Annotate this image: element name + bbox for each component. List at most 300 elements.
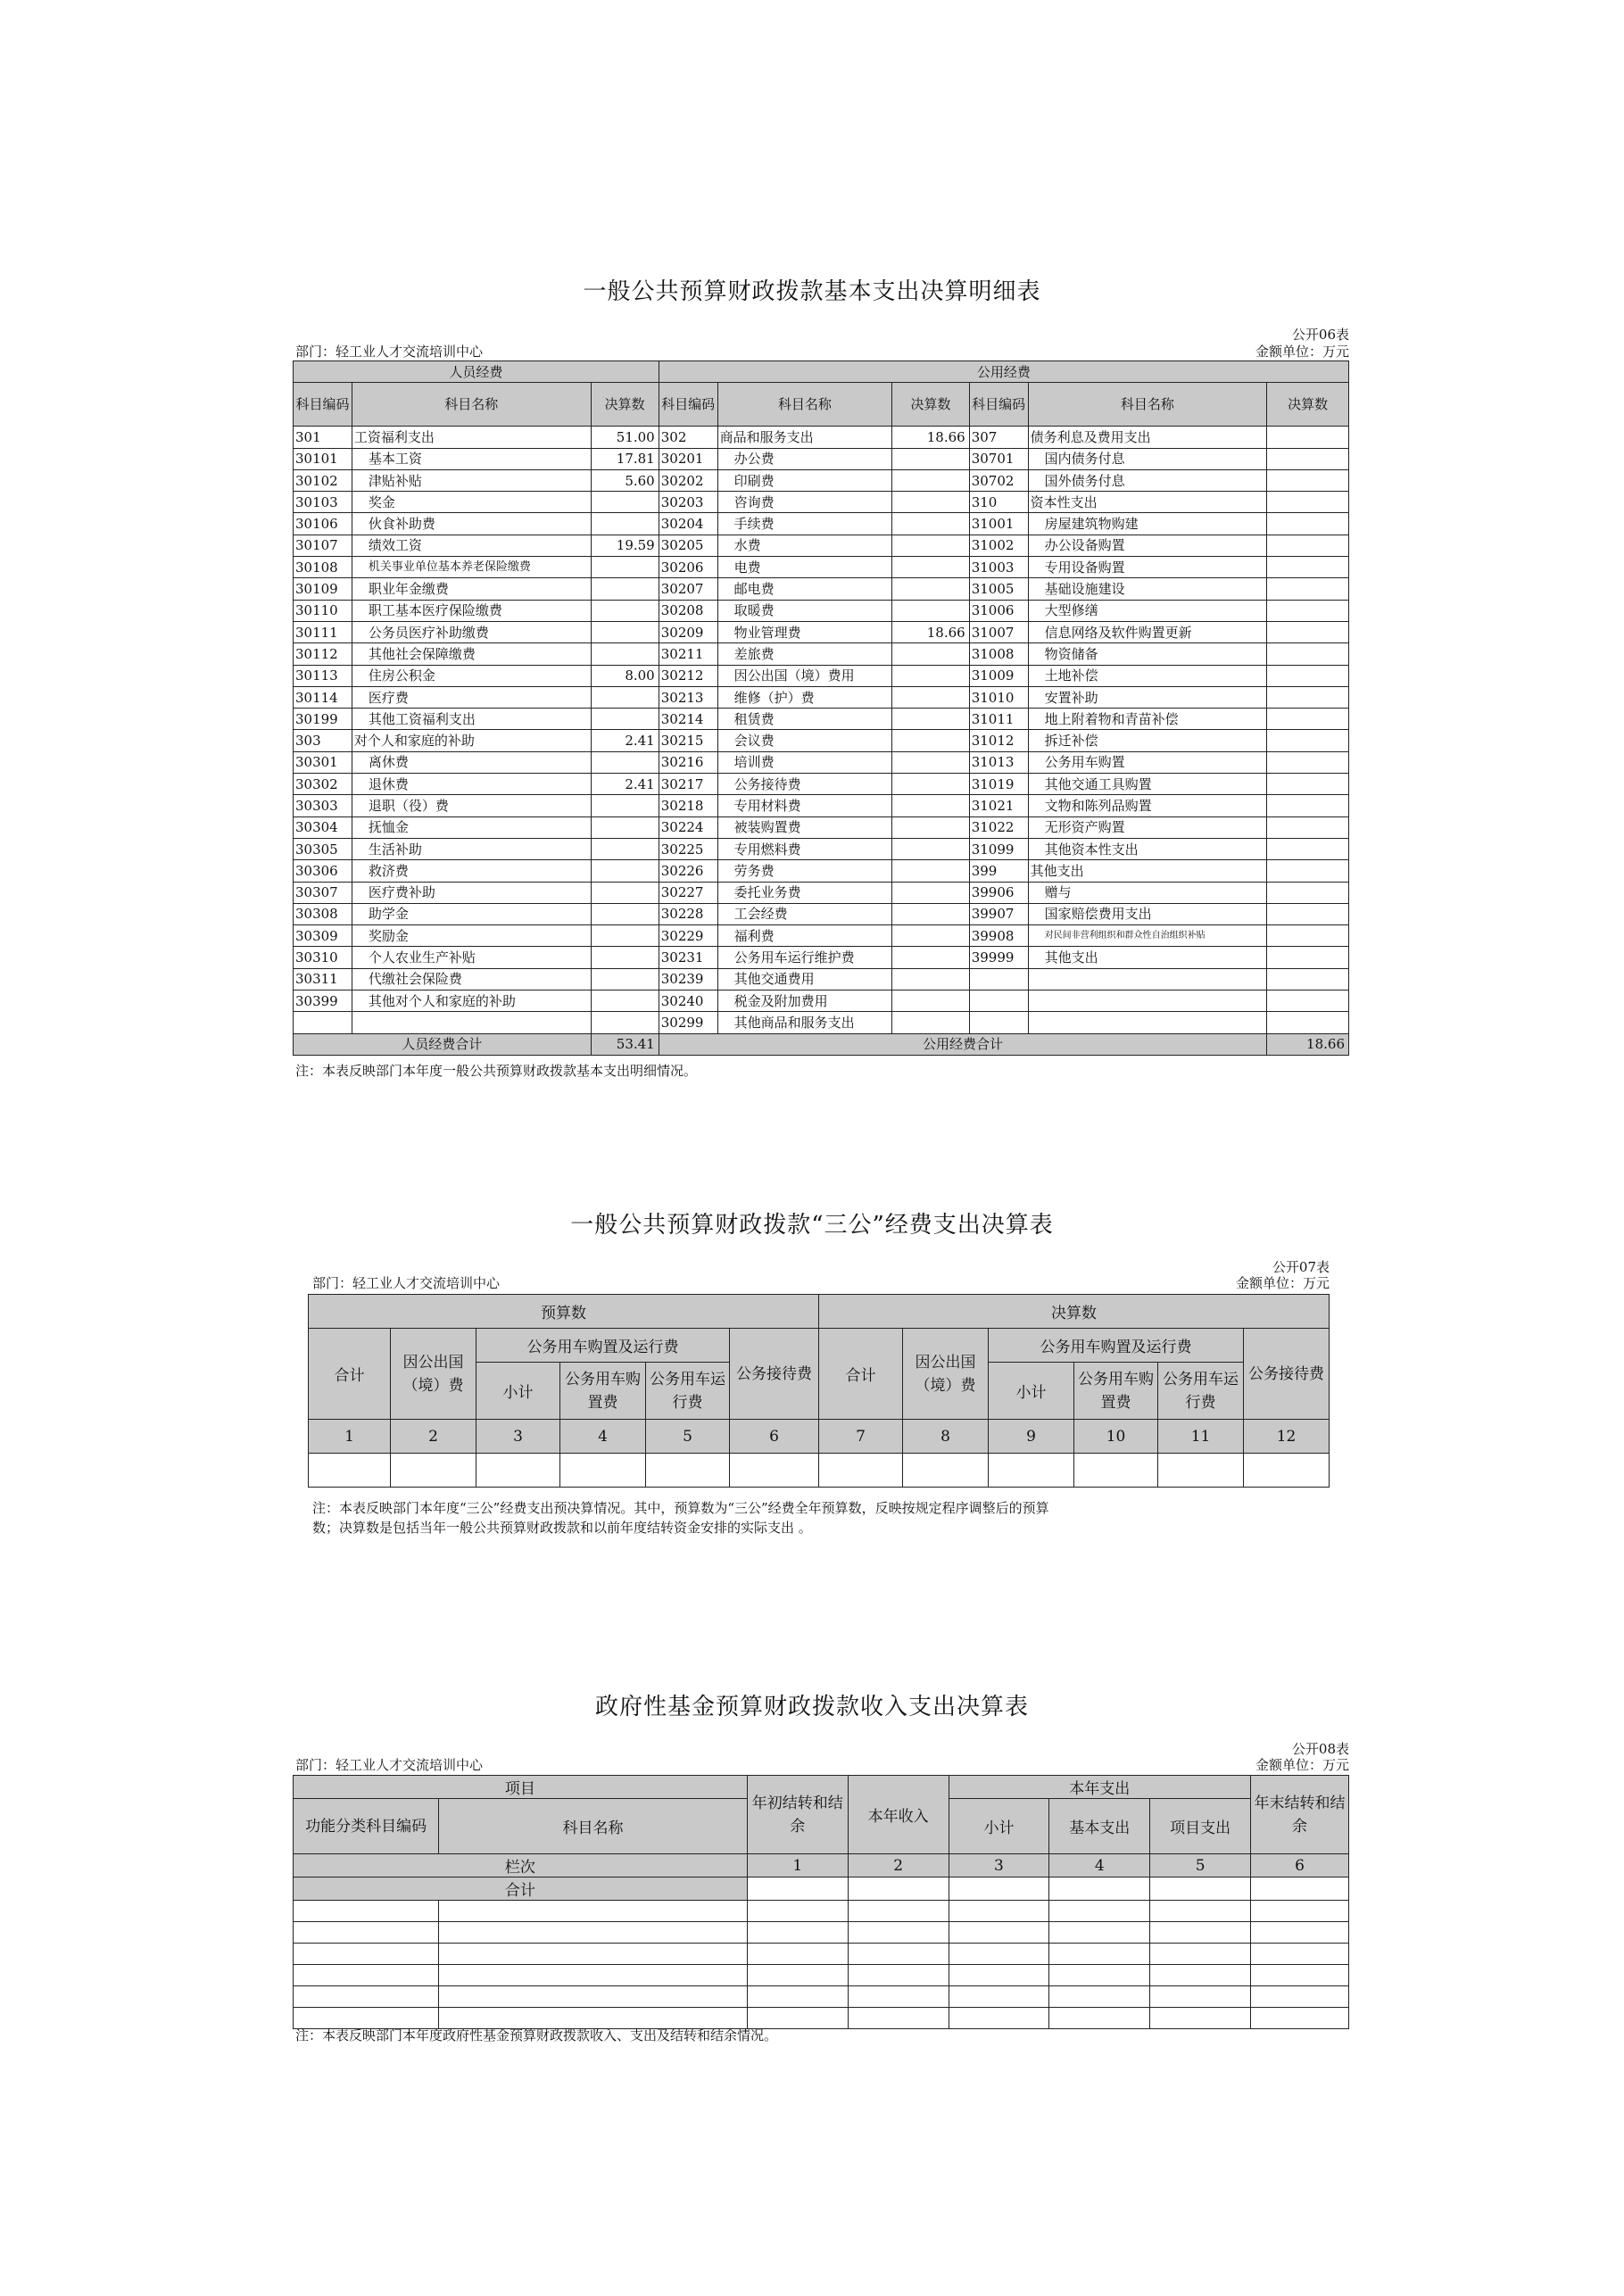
cell-amount — [591, 643, 659, 665]
cell-code: 31002 — [969, 535, 1028, 556]
cell-name: 医疗费 — [352, 686, 591, 708]
col-number: 3 — [476, 1420, 560, 1454]
cell-amount — [1267, 882, 1349, 903]
cell-name: 职工基本医疗保险缴费 — [352, 600, 591, 621]
col-code: 科目编码 — [659, 383, 717, 427]
table-row — [294, 991, 1349, 1012]
cell-code: 30204 — [659, 513, 717, 535]
cell-name: 土地补偿 — [1028, 665, 1267, 686]
col-name: 科目名称 — [717, 383, 892, 427]
cell-name: 住房公积金 — [352, 665, 591, 686]
cell-code: 31021 — [969, 795, 1028, 816]
cell-name: 工资福利支出 — [352, 427, 591, 448]
table-row — [294, 427, 1349, 448]
item-header: 项目 — [294, 1776, 748, 1799]
cell-amount — [892, 882, 969, 903]
cell-name: 文物和陈列品购置 — [1028, 795, 1267, 816]
cell-amount — [591, 621, 659, 642]
cell-code: 30213 — [659, 686, 717, 708]
cell-amount — [892, 751, 969, 773]
cell-amount — [591, 882, 659, 903]
cell-code: 30308 — [294, 903, 352, 924]
cell-amount — [591, 578, 659, 600]
final-operate: 公务用车运行费 — [1158, 1363, 1244, 1420]
col-number: 3 — [949, 1854, 1049, 1877]
cell-code: 30218 — [659, 795, 717, 816]
cell-name: 专用燃料费 — [717, 838, 892, 859]
cell-name: 奖金 — [352, 492, 591, 513]
cell-amount: 2.41 — [591, 730, 659, 751]
cell-code: 30109 — [294, 578, 352, 600]
cell-amount — [1267, 860, 1349, 882]
cell-code: 30240 — [659, 991, 717, 1012]
cell-code: 30107 — [294, 535, 352, 556]
cell-name: 其他支出 — [1028, 947, 1267, 968]
col-amount: 决算数 — [591, 383, 659, 427]
cell-code: 30225 — [659, 838, 717, 859]
cell-code: 30239 — [659, 968, 717, 990]
cell-code: 30304 — [294, 816, 352, 838]
col-number: 5 — [646, 1420, 730, 1454]
cell-amount — [892, 925, 969, 947]
table2-note-2: 数；决算数是包括当年一般公共预算财政拨款和以前年度结转资金安排的实际支出 。 — [312, 1520, 812, 1536]
cell-name: 房屋建筑物购建 — [1028, 513, 1267, 535]
cell-name: 租赁费 — [717, 709, 892, 730]
cell-code: 30228 — [659, 903, 717, 924]
cell-code: 30102 — [294, 469, 352, 491]
final-purchase: 公务用车购置费 — [1074, 1363, 1158, 1420]
cell-name: 办公费 — [717, 448, 892, 469]
cell-code: 307 — [969, 427, 1028, 448]
cell-amount — [892, 557, 969, 578]
table-row — [294, 686, 1349, 708]
cell-amount: 2.41 — [591, 774, 659, 795]
cell-code: 30307 — [294, 882, 352, 903]
col-number: 11 — [1158, 1420, 1244, 1454]
cell-code: 30208 — [659, 600, 717, 621]
cell-amount — [1267, 427, 1349, 448]
cell-amount — [591, 925, 659, 947]
cell-code: 303 — [294, 730, 352, 751]
cell-code: 302 — [659, 427, 717, 448]
col-amount: 决算数 — [892, 383, 969, 427]
col-number: 2 — [391, 1420, 476, 1454]
cell-name: 资本性支出 — [1028, 492, 1267, 513]
table2-unit: 金额单位：万元 — [1235, 1275, 1330, 1291]
cell-code: 30399 — [294, 991, 352, 1012]
table2-title: 一般公共预算财政拨款“三公”经费支出决算表 — [570, 1212, 1054, 1239]
cell-name: 债务利息及费用支出 — [1028, 427, 1267, 448]
cell-amount — [1267, 557, 1349, 578]
cell-name: 其他对个人和家庭的补助 — [352, 991, 591, 1012]
gov-fund-table — [293, 1775, 1349, 2029]
budget-purchase: 公务用车购置费 — [560, 1363, 646, 1420]
cell-name: 电费 — [717, 557, 892, 578]
cell-name: 办公设备购置 — [1028, 535, 1267, 556]
cell-code — [969, 1012, 1028, 1033]
col-name: 科目名称 — [352, 383, 591, 427]
cell-amount — [1267, 947, 1349, 968]
cell-amount — [591, 557, 659, 578]
cell-amount: 8.00 — [591, 665, 659, 686]
cell-amount: 18.66 — [892, 621, 969, 642]
cell-code: 30202 — [659, 469, 717, 491]
cell-name: 地上附着物和青苗补偿 — [1028, 709, 1267, 730]
cell-amount — [591, 860, 659, 882]
cell-amount: 5.60 — [591, 469, 659, 491]
cell-name — [1028, 1012, 1267, 1033]
cell-amount — [1267, 774, 1349, 795]
cell-name: 劳务费 — [717, 860, 892, 882]
cell-code: 31007 — [969, 621, 1028, 642]
table-row — [294, 860, 1349, 882]
cell-name: 机关事业单位基本养老保险缴费 — [352, 557, 591, 578]
budget-vehicle: 公务用车购置及运行费 — [476, 1329, 730, 1363]
cell-code: 30305 — [294, 838, 352, 859]
cell-amount — [591, 751, 659, 773]
cell-name: 公务接待费 — [717, 774, 892, 795]
cell-amount — [892, 860, 969, 882]
cell-name: 水费 — [717, 535, 892, 556]
table-row — [294, 774, 1349, 795]
cell-amount: 51.00 — [591, 427, 659, 448]
cell-name: 离休费 — [352, 751, 591, 773]
cell-name: 其他社会保障缴费 — [352, 643, 591, 665]
cell-code: 30226 — [659, 860, 717, 882]
public-total-value: 18.66 — [1267, 1033, 1349, 1055]
cell-code: 30108 — [294, 557, 352, 578]
cell-amount — [892, 513, 969, 535]
table-row — [294, 795, 1349, 816]
table-row — [294, 492, 1349, 513]
cell-code: 30216 — [659, 751, 717, 773]
cell-amount — [591, 1012, 659, 1033]
cell-name: 助学金 — [352, 903, 591, 924]
cell-amount — [892, 903, 969, 924]
cell-code: 31005 — [969, 578, 1028, 600]
cell-name — [352, 1012, 591, 1033]
cell-amount — [892, 600, 969, 621]
cell-amount — [892, 578, 969, 600]
cell-name: 奖励金 — [352, 925, 591, 947]
cell-name: 其他资本性支出 — [1028, 838, 1267, 859]
cell-name: 拆迁补偿 — [1028, 730, 1267, 751]
table2-note-1: 注：本表反映部门本年度“三公”经费支出预决算情况。其中，预算数为“三公”经费全年预算数，反映按规定程序调整后的预算 — [312, 1500, 1049, 1516]
table1-code: 公开06表 — [1291, 327, 1349, 343]
cell-name: 被装购置费 — [717, 816, 892, 838]
cell-amount — [1267, 621, 1349, 642]
cell-name: 国内债务付息 — [1028, 448, 1267, 469]
table-row — [294, 535, 1349, 556]
cell-code: 31010 — [969, 686, 1028, 708]
cell-name: 物业管理费 — [717, 621, 892, 642]
cell-name: 赠与 — [1028, 882, 1267, 903]
cell-amount — [1267, 709, 1349, 730]
cell-code: 31001 — [969, 513, 1028, 535]
cell-amount — [892, 492, 969, 513]
cell-code: 39908 — [969, 925, 1028, 947]
cell-code — [294, 1012, 352, 1033]
col-number: 6 — [1251, 1854, 1349, 1877]
cell-amount — [1267, 665, 1349, 686]
cell-name: 代缴社会保险费 — [352, 968, 591, 990]
cell-name: 邮电费 — [717, 578, 892, 600]
col-number: 5 — [1150, 1854, 1251, 1877]
table-row — [294, 469, 1349, 491]
cell-amount — [892, 469, 969, 491]
cell-code: 30217 — [659, 774, 717, 795]
cell-name: 国外债务付息 — [1028, 469, 1267, 491]
cell-code — [969, 991, 1028, 1012]
col-code: 科目编码 — [294, 383, 352, 427]
table-row — [294, 621, 1349, 642]
table-row — [294, 1012, 1349, 1033]
cell-code: 30214 — [659, 709, 717, 730]
table1-dept: 部门：轻工业人才交流培训中心 — [295, 344, 484, 360]
func-code-header: 功能分类科目编码 — [294, 1799, 439, 1854]
cell-amount — [1267, 816, 1349, 838]
col-number: 6 — [730, 1420, 819, 1454]
cell-amount — [1267, 578, 1349, 600]
cell-amount — [591, 816, 659, 838]
cell-name: 手续费 — [717, 513, 892, 535]
cell-code: 30212 — [659, 665, 717, 686]
final-abroad: 因公出国（境）费 — [903, 1329, 989, 1420]
personnel-total-label: 人员经费合计 — [294, 1033, 592, 1055]
col-number: 2 — [848, 1854, 949, 1877]
subtotal-header: 小计 — [949, 1799, 1049, 1854]
cell-amount — [892, 795, 969, 816]
table-row — [294, 513, 1349, 535]
cell-name: 医疗费补助 — [352, 882, 591, 903]
cell-code: 31011 — [969, 709, 1028, 730]
cell-code: 30106 — [294, 513, 352, 535]
cell-name — [1028, 991, 1267, 1012]
cell-code: 30306 — [294, 860, 352, 882]
cell-name: 绩效工资 — [352, 535, 591, 556]
cell-name: 基本工资 — [352, 448, 591, 469]
col-number: 7 — [819, 1420, 903, 1454]
cell-amount — [591, 686, 659, 708]
cell-amount — [1267, 795, 1349, 816]
cell-code: 30231 — [659, 947, 717, 968]
cell-code: 30702 — [969, 469, 1028, 491]
budget-operate: 公务用车运行费 — [646, 1363, 730, 1420]
cell-code: 30227 — [659, 882, 717, 903]
cell-name: 印刷费 — [717, 469, 892, 491]
header-public: 公用经费 — [659, 361, 1348, 383]
cell-amount — [892, 686, 969, 708]
lanci-label: 栏次 — [294, 1854, 748, 1877]
cell-amount — [892, 947, 969, 968]
cell-amount — [591, 795, 659, 816]
cell-name: 对民间非营利组织和群众性自治组织补贴 — [1028, 925, 1267, 947]
cell-amount — [1267, 751, 1349, 773]
cell-amount: 18.66 — [892, 427, 969, 448]
cell-code: 30310 — [294, 947, 352, 968]
cell-name: 因公出国（境）费用 — [717, 665, 892, 686]
cell-amount — [591, 513, 659, 535]
public-total-label: 公用经费合计 — [659, 1033, 1267, 1055]
cell-name: 抚恤金 — [352, 816, 591, 838]
cell-name: 工会经费 — [717, 903, 892, 924]
cell-amount — [892, 730, 969, 751]
header-personnel: 人员经费 — [294, 361, 659, 383]
cell-code: 30199 — [294, 709, 352, 730]
cell-amount — [591, 991, 659, 1012]
budget-total: 合计 — [309, 1329, 391, 1420]
cell-name: 其他交通工具购置 — [1028, 774, 1267, 795]
cell-amount — [1267, 925, 1349, 947]
table-row — [294, 903, 1349, 924]
cell-name: 其他工资福利支出 — [352, 709, 591, 730]
cell-code: 30110 — [294, 600, 352, 621]
cell-code: 30201 — [659, 448, 717, 469]
cell-name: 大型修缮 — [1028, 600, 1267, 621]
table-row — [294, 947, 1349, 968]
cell-amount — [1267, 643, 1349, 665]
table1-note: 注：本表反映部门本年度一般公共预算财政拨款基本支出明细情况。 — [295, 1063, 698, 1079]
cell-amount — [892, 643, 969, 665]
cell-amount — [591, 838, 659, 859]
cell-code: 310 — [969, 492, 1028, 513]
cell-amount — [892, 991, 969, 1012]
cell-amount — [1267, 469, 1349, 491]
cell-name: 公务员医疗补助缴费 — [352, 621, 591, 642]
cell-name: 物资储备 — [1028, 643, 1267, 665]
cell-amount — [1267, 968, 1349, 990]
table1-unit: 金额单位：万元 — [1255, 344, 1349, 360]
final-header: 决算数 — [819, 1295, 1330, 1329]
cell-name: 对个人和家庭的补助 — [352, 730, 591, 751]
cell-name: 培训费 — [717, 751, 892, 773]
cell-code: 30311 — [294, 968, 352, 990]
cell-amount — [591, 492, 659, 513]
spend-header: 本年支出 — [949, 1776, 1251, 1799]
cell-code: 31003 — [969, 557, 1028, 578]
cell-amount — [892, 448, 969, 469]
cell-amount — [1267, 903, 1349, 924]
cell-code: 30207 — [659, 578, 717, 600]
cell-code: 30103 — [294, 492, 352, 513]
cell-code: 30309 — [294, 925, 352, 947]
cell-code: 30229 — [659, 925, 717, 947]
budget-subtotal: 小计 — [476, 1363, 560, 1420]
cell-amount — [1267, 535, 1349, 556]
cell-name: 委托业务费 — [717, 882, 892, 903]
cell-name: 维修（护）费 — [717, 686, 892, 708]
cell-name: 其他支出 — [1028, 860, 1267, 882]
cell-code: 30203 — [659, 492, 717, 513]
cell-code: 39999 — [969, 947, 1028, 968]
cell-name: 个人农业生产补贴 — [352, 947, 591, 968]
cell-code: 30224 — [659, 816, 717, 838]
cell-name: 取暖费 — [717, 600, 892, 621]
cell-name: 会议费 — [717, 730, 892, 751]
cell-code: 30111 — [294, 621, 352, 642]
cell-amount — [892, 816, 969, 838]
budget-header: 预算数 — [309, 1295, 819, 1329]
cell-code: 30101 — [294, 448, 352, 469]
cell-code: 399 — [969, 860, 1028, 882]
table-row — [294, 557, 1349, 578]
cell-code: 31008 — [969, 643, 1028, 665]
cell-name: 退职（役）费 — [352, 795, 591, 816]
cell-name: 商品和服务支出 — [717, 427, 892, 448]
table3-title: 政府性基金预算财政拨款收入支出决算表 — [594, 1694, 1029, 1720]
cell-code: 30301 — [294, 751, 352, 773]
project-header: 项目支出 — [1150, 1799, 1251, 1854]
cell-amount — [892, 1012, 969, 1033]
col-number: 1 — [747, 1854, 848, 1877]
table-row — [294, 925, 1349, 947]
budget-abroad: 因公出国（境）费 — [391, 1329, 476, 1420]
cell-amount — [591, 903, 659, 924]
cell-name: 税金及附加费用 — [717, 991, 892, 1012]
final-reception: 公务接待费 — [1244, 1329, 1330, 1420]
cell-code: 30113 — [294, 665, 352, 686]
cell-code: 31099 — [969, 838, 1028, 859]
cell-amount — [892, 838, 969, 859]
final-vehicle: 公务用车购置及运行费 — [989, 1329, 1244, 1363]
cell-name: 差旅费 — [717, 643, 892, 665]
cell-amount — [591, 709, 659, 730]
cell-amount — [591, 600, 659, 621]
begin-header: 年初结转和结余 — [747, 1776, 848, 1854]
cell-name: 退休费 — [352, 774, 591, 795]
col-number: 4 — [560, 1420, 646, 1454]
cell-name: 专用设备购置 — [1028, 557, 1267, 578]
cell-code: 30114 — [294, 686, 352, 708]
cell-name: 无形资产购置 — [1028, 816, 1267, 838]
cell-code: 30302 — [294, 774, 352, 795]
cell-name: 公务用车购置 — [1028, 751, 1267, 773]
cell-code: 30206 — [659, 557, 717, 578]
cell-name: 救济费 — [352, 860, 591, 882]
total-label: 合计 — [294, 1877, 748, 1901]
cell-name: 其他商品和服务支出 — [717, 1012, 892, 1033]
cell-amount — [1267, 600, 1349, 621]
cell-name: 职业年金缴费 — [352, 578, 591, 600]
cell-code: 31019 — [969, 774, 1028, 795]
cell-amount — [892, 535, 969, 556]
table-row — [294, 882, 1349, 903]
final-total: 合计 — [819, 1329, 903, 1420]
cell-code: 30701 — [969, 448, 1028, 469]
col-number: 12 — [1244, 1420, 1330, 1454]
cell-name: 津贴补贴 — [352, 469, 591, 491]
table-row — [294, 448, 1349, 469]
cell-name: 福利费 — [717, 925, 892, 947]
table2-dept: 部门：轻工业人才交流培训中心 — [312, 1275, 501, 1291]
basic-header: 基本支出 — [1049, 1799, 1150, 1854]
cell-code: 39907 — [969, 903, 1028, 924]
cell-code: 30303 — [294, 795, 352, 816]
table-row — [294, 751, 1349, 773]
cell-name: 基础设施建设 — [1028, 578, 1267, 600]
table3-code: 公开08表 — [1291, 1741, 1349, 1757]
cell-amount: 17.81 — [591, 448, 659, 469]
basic-expenditure-table — [293, 361, 1349, 1056]
three-public-table — [308, 1294, 1330, 1488]
cell-code: 30299 — [659, 1012, 717, 1033]
cell-amount — [892, 709, 969, 730]
cell-amount — [1267, 991, 1349, 1012]
cell-amount — [1267, 730, 1349, 751]
table3-unit: 金额单位：万元 — [1255, 1757, 1349, 1773]
cell-code: 301 — [294, 427, 352, 448]
income-header: 本年收入 — [848, 1776, 949, 1854]
